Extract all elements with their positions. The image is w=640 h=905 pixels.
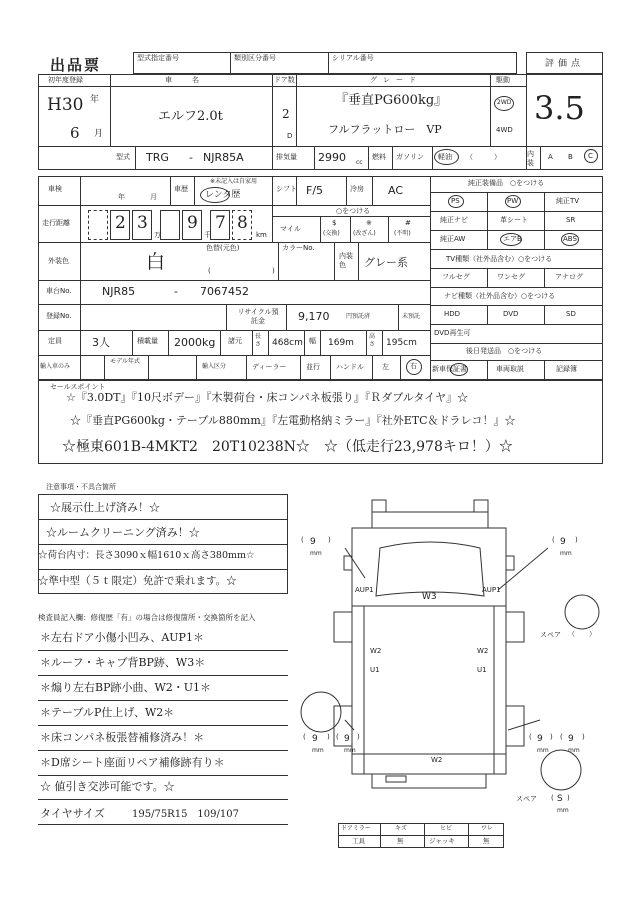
tools-h3: ヒビ [440, 825, 453, 832]
meter-x: ※ [366, 219, 372, 227]
meter-h-sub: (不明) [394, 230, 411, 237]
tread-rl-outer-unit: mm [312, 747, 324, 754]
fuel-gasoline: ガソリン [396, 153, 424, 161]
parallel: 並行 [306, 363, 320, 371]
month-unit: 月 [94, 129, 104, 139]
sales-line-1: ☆『3.0DT』『10尺ボデー』『木製荷台・床コンパネ板張り』『Ｒダブルタイヤ』☆ [66, 391, 469, 404]
spare-2-unit: mm [557, 807, 569, 814]
mileage-sen: 千 [204, 231, 211, 239]
tread-rr-outer: 9 [568, 734, 574, 744]
history-value: レンタ歴 [205, 190, 241, 200]
capacity-value: 3人 [92, 336, 110, 349]
later-warranty: 新車保証書 [432, 365, 467, 373]
hgt-label: 高さ [369, 333, 376, 348]
door-count: 2 [282, 107, 290, 121]
mark-aup1-left: AUP1 [355, 586, 374, 594]
tread-rr-inner: 9 [537, 734, 543, 744]
meter-note: ○をつける [336, 207, 371, 215]
fuel-diesel: 軽油 [438, 153, 452, 161]
dims-label: 諸元 [228, 337, 242, 345]
equip-navi: 純正ナビ [440, 216, 468, 224]
tread-fr-unit: mm [560, 550, 572, 557]
mark-u1-right: U1 [477, 666, 487, 674]
import-class-label: 輸入区分 [202, 363, 227, 370]
equip-leather: 革シート [500, 216, 528, 224]
recycle-status: 未預託 [402, 313, 421, 320]
equip-tv: 純正TV [556, 197, 580, 205]
handle-right: 右 [410, 362, 417, 370]
cc-unit: cc [356, 159, 363, 166]
shift-label: シフト [276, 185, 297, 193]
model-year-label: モデル年式 [110, 358, 140, 365]
load-label: 積載量 [137, 337, 158, 345]
model-dash: - [189, 151, 193, 164]
serial-no-label: シリアル番号 [332, 54, 374, 62]
note-1: ☆展示仕上げ済み！☆ [50, 501, 160, 514]
tread-rl-inner: 9 [344, 734, 350, 744]
inspect-1: ＊左右ドア小傷小凹み、AUP1＊ [40, 631, 204, 644]
windshield [376, 542, 484, 596]
shift-value: F/5 [306, 184, 324, 197]
eval-score-label: 評価点 [545, 59, 585, 69]
color-value: 白 [146, 251, 166, 273]
spare-tire-1 [565, 595, 599, 629]
equip-pw: PW [507, 197, 519, 205]
history-note: ※未記入は自家用 [210, 178, 258, 185]
type-no-label: 型式指定番号 [137, 54, 179, 62]
year-unit: 年 [90, 95, 100, 105]
inspect-3: ＊煽り左右BP跡小曲、W2・U1＊ [40, 681, 212, 694]
len-label: 長さ [255, 333, 262, 348]
recycle-label: リサイクル預託金 [237, 308, 279, 325]
tread-fl-unit: mm [310, 550, 322, 557]
recycle-value: 9,170 [298, 310, 330, 323]
displacement-label: 排気量 [276, 153, 297, 161]
first-reg-month: 6 [70, 124, 80, 142]
ac-label: 冷房 [350, 185, 364, 193]
chassis-label: 車台No. [46, 287, 72, 295]
chassis-1: NJR85 [102, 285, 136, 298]
handle-label: ハンドル [336, 363, 364, 371]
shaken-label: 車検 [48, 185, 62, 193]
mark-u1-left: U1 [370, 666, 380, 674]
wid-value: 169m [328, 338, 354, 348]
dealer: ディーラー [252, 363, 287, 371]
tv-fullseg: フルセグ [442, 273, 470, 281]
meter-s-sub: (交換) [323, 230, 340, 237]
dvd-play: DVD再生可 [434, 329, 471, 337]
mileage-digit-4: 7 [215, 213, 226, 233]
color-label: 外装色 [48, 257, 69, 265]
ac-value: AC [388, 184, 404, 197]
equip-airbag: エアB [503, 235, 522, 243]
tools-h1: ドアミラー [341, 825, 371, 832]
capacity-label: 定員 [48, 337, 62, 345]
meter-s: $ [332, 219, 337, 227]
tread-rr-outer-unit: mm [568, 747, 580, 754]
nav-hdd: HDD [444, 310, 461, 318]
tools-h4: ワレ [481, 825, 494, 832]
interior-label: 内装 [527, 150, 534, 167]
tools-r3: ジャッキ [429, 837, 455, 845]
mileage-digit-2: 3 [137, 213, 148, 233]
tools-r1: 工具 [352, 837, 365, 845]
interior-grade-b: B [568, 153, 573, 161]
history-label: 車歴 [174, 185, 188, 193]
handle-left: 左 [382, 363, 389, 371]
inspect-2: ＊ルーフ・キャブ背BP跡、W3＊ [40, 656, 206, 669]
nav-sd: SD [566, 310, 576, 318]
tools-r4: 無 [483, 837, 490, 845]
later-records: 記録簿 [556, 365, 577, 373]
chassis-2: 7067452 [200, 285, 249, 298]
fuel-other: （ ） [466, 153, 501, 161]
mark-w2-bottom: W2 [431, 756, 443, 764]
nav-title: ナビ種類（社外品含む）○をつける [444, 292, 556, 300]
interior-grade-a: A [548, 153, 553, 161]
orig-color-label: 色替(元色) [206, 244, 240, 252]
tire-size-label: タイヤサイズ [40, 807, 105, 820]
tv-analog: アナログ [555, 273, 583, 281]
mirror-left [344, 556, 352, 570]
eval-score: 3.5 [534, 89, 585, 127]
tread-rl-outer: 9 [312, 734, 318, 744]
tools-r2: 無 [397, 837, 404, 845]
inspect-7: ☆ 値引き交渉可能です。☆ [40, 780, 175, 793]
nav-dvd: DVD [503, 310, 519, 318]
interior-grade-c: C [588, 152, 593, 160]
tools-h2: キズ [395, 825, 407, 832]
import-label: 輸入車のみ [40, 363, 71, 370]
wheel-well-fr [506, 612, 524, 642]
door-label: ドア数 [274, 76, 295, 84]
model-label: 型式 [116, 153, 130, 161]
tv-oneseg: ワンセグ [497, 273, 525, 281]
sales-title: セールスポイント [50, 383, 106, 391]
drive-2wd: 2WD [497, 99, 512, 106]
chassis-dash: - [174, 285, 178, 298]
drive-label: 駆動 [496, 76, 510, 84]
mileage-digit-3: 9 [187, 213, 198, 233]
tread-fr: 9 [560, 537, 566, 547]
meter-x-sub: (改ざん) [353, 230, 376, 237]
mark-w2-left: W2 [370, 647, 382, 655]
drive-4wd: 4WD [496, 126, 513, 134]
roof-line [372, 512, 488, 528]
front-bump-r [474, 500, 488, 512]
grade-line-1: 『垂直PG600kg』 [335, 93, 448, 108]
inspector-title: 検査員記入欄：修復歴「有」の場合は修復箇所・交換箇所を記入 [38, 613, 256, 622]
mileage-digit-5: 8 [237, 213, 248, 233]
model-prefix: TRG [146, 151, 169, 164]
note-4: ☆準中型（５ｔ限定）免許で乗れます。☆ [38, 575, 237, 587]
tread-rl-inner-unit: mm [344, 747, 356, 754]
interior-color-label: 内装色 [339, 252, 353, 269]
tread-rr-inner-unit: mm [537, 747, 549, 754]
mark-w2-right: W2 [477, 647, 489, 655]
spare-value-2: S [557, 794, 563, 804]
note-3: ☆荷台内寸：長さ3090ｘ幅1610ｘ高さ380mm☆ [38, 550, 255, 561]
later-title: 後日発送品 ○をつける [466, 347, 543, 355]
equip-abs: ABS [563, 235, 577, 243]
first-reg-label: 初年度登録 [48, 76, 83, 84]
len-value: 468cm [272, 338, 303, 348]
mirror-right [506, 556, 514, 570]
shaken-year: 年 [118, 193, 125, 201]
inspect-6: ＊D席シート座面リペア補修跡有り＊ [40, 756, 225, 769]
recycle-unit: 円預託済 [346, 313, 371, 320]
equip-ps: PS [451, 197, 460, 205]
sales-line-3: ☆極東601B-4MKT2 20T10238N☆ ☆（低走行23,978キロ！）☆ [62, 439, 513, 455]
load-value: 2000kg [174, 336, 216, 349]
mileage-digit-1: 2 [115, 213, 126, 233]
car-name-label: 車名 [165, 76, 219, 84]
shaken-month: 月 [150, 193, 157, 201]
later-manual: 車両取説 [496, 365, 524, 373]
tv-title: TV種類（社外品含む）○をつける [446, 255, 553, 263]
mark-w3: W3 [422, 592, 437, 602]
tire-size-value: 195/75R15 109/107 [132, 809, 239, 820]
model-value: NJR85A [203, 151, 244, 164]
rear-tire-left [301, 692, 341, 732]
form-title: 出品票 [50, 56, 102, 74]
meter-mile: マイル [280, 225, 301, 233]
equip-sr: SR [566, 216, 576, 224]
wid-label: 幅 [309, 337, 316, 345]
spare-label-2: スペア [516, 795, 537, 803]
grade-label: グレード [370, 76, 422, 84]
tread-fl: 9 [310, 537, 316, 547]
interior-color: グレー系 [364, 256, 408, 269]
grade-line-2: フルフラットロー VP [328, 123, 442, 136]
inspect-5: ＊床コンパネ板張替補修済み！＊ [40, 731, 205, 744]
meter-h: # [405, 219, 411, 227]
color-no-label: カラーNo. [282, 244, 315, 252]
door-sub: D [287, 132, 293, 140]
reg-label: 登録No. [46, 312, 72, 320]
car-name-value: エルフ2.0t [158, 109, 223, 124]
hgt-value: 195cm [386, 338, 417, 348]
displacement-value: 2990 [318, 151, 346, 164]
spare-label-1: スペア [540, 631, 561, 639]
mark-aup1-right: AUP1 [482, 586, 501, 594]
first-reg-year: H30 [47, 95, 84, 115]
sales-line-2: ☆『垂直PG600kg・テーブル880mm』『左電動格納ミラー』『社外ETC＆ドラレコ！』☆ [70, 414, 516, 427]
equip-aw: 純正AW [440, 235, 466, 243]
mileage-km: km [256, 231, 267, 239]
equip-title: 純正装備品 ○をつける [468, 179, 545, 187]
fuel-label: 燃料 [372, 153, 386, 161]
class-no-label: 類別区分番号 [234, 54, 276, 62]
note-2: ☆ルームクリーニング済み！☆ [46, 526, 200, 539]
spare-value-1: （ ） [568, 630, 596, 638]
notes-title: 注意事項・不具合箇所 [46, 483, 116, 491]
mileage-label: 走行距離 [42, 219, 70, 227]
bed-outline [352, 606, 506, 774]
inspect-4: ＊テーブルP仕上げ、W2＊ [40, 706, 175, 719]
front-bump-l [372, 500, 386, 512]
wheel-well-fl [334, 612, 352, 642]
mileage-man: 万 [154, 231, 161, 239]
